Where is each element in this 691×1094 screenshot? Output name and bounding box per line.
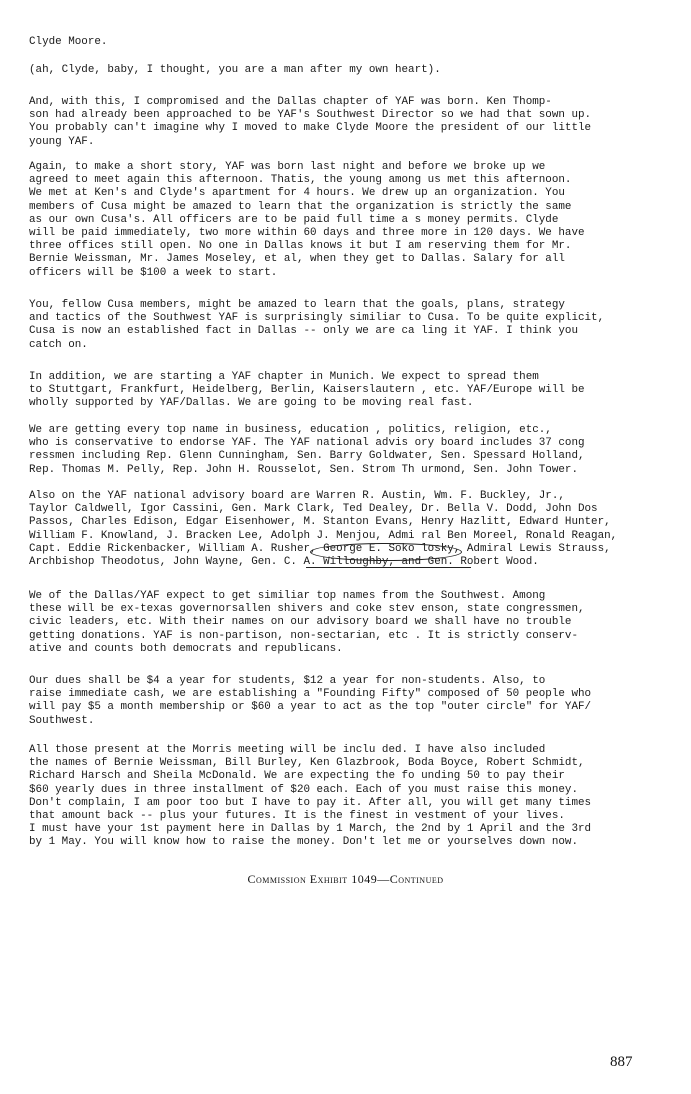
paragraph-8 — [29, 590, 659, 656]
paragraph-5 — [29, 371, 659, 411]
text-line: All those present at the Morris meeting will be inclu ded. I have also included — [29, 744, 546, 756]
text-line: Rep. Thomas M. Pelly, Rep. John H. Rousselot, Sen. Strom Th urmond, Sen. John Tower. — [29, 463, 578, 476]
text-line: these will be ex-texas governorsallen shivers and coke stev enson, state congressmen, — [29, 603, 585, 616]
text-line: wholly supported by YAF/Dallas. We are going to be moving real fast. — [29, 397, 474, 410]
text-line: Clyde Moore. — [29, 36, 108, 48]
text-line: Don't complain, I am poor too but I have to pay it. After all, you will get many times — [29, 796, 592, 809]
text-line: who is conservative to endorse YAF. The YAF national advis ory board includes 37 cong — [29, 437, 585, 450]
text-line: will pay $5 a month membership or $60 a year to act as the top "outer circle" for YAF/ — [29, 701, 592, 714]
paragraph-7 — [29, 490, 659, 569]
text-line: ressmen including Rep. Glenn Cunningham, Sen. Barry Goldwater, Sen. Spessard Holland, — [29, 450, 585, 463]
text-line: Again, to make a short story, YAF was born last night and before we broke up we — [29, 161, 546, 173]
text-line: agreed to meet again this afternoon. Thatis, the young among us met this afternoon. — [29, 174, 572, 187]
text-line: (ah, Clyde, baby, I thought, you are a man after my own heart). — [29, 64, 441, 76]
text-line: Richard Harsch and Sheila McDonald. We are expecting the fo unding 50 to pay their — [29, 770, 565, 783]
exhibit-caption-text: Commission Exhibit 1049—Continued — [247, 872, 444, 886]
text-line: and tactics of the Southwest YAF is surprisingly similiar to Cusa. To be quite explicit, — [29, 312, 605, 325]
paragraph-10 — [29, 744, 659, 850]
text-line: Also on the YAF national advisory board are Warren R. Austin, Wm. F. Buckley, Jr., — [29, 490, 565, 502]
exhibit-caption — [0, 872, 691, 887]
handwritten-strike-line — [306, 567, 471, 568]
text-line: And, with this, I compromised and the Dallas chapter of YAF was born. Ken Thomp- — [29, 96, 552, 108]
text-line: You probably can't imagine why I moved to make Clyde Moore the president of our little — [29, 122, 592, 135]
text-line: officers will be $100 a week to start. — [29, 266, 278, 279]
text-line: Bernie Weissman, Mr. James Moseley, et al, when they get to Dallas. Salary for all — [29, 253, 565, 266]
text-line: We met at Ken's and Clyde's apartment for 4 hours. We drew up an organization. You — [29, 187, 565, 200]
text-line: civic leaders, etc. With their names on our advisory board we shall have no trouble — [29, 616, 572, 629]
text-line: members of Cusa might be amazed to learn that the organization is strictly the same — [29, 200, 572, 213]
text-line: Southwest. — [29, 714, 95, 727]
text-line: the names of Bernie Weissman, Bill Burley, Ken Glazbrook, Boda Boyce, Robert Schmidt, — [29, 757, 585, 770]
text-line: I must have your 1st payment here in Dallas by 1 March, the 2nd by 1 April and the 3rd — [29, 823, 592, 836]
paragraph-9 — [29, 675, 659, 728]
text-line: Our dues shall be $4 a year for students, $12 a year for non-students. Also, to — [29, 675, 546, 687]
paragraph-2 — [29, 96, 659, 149]
text-line: raise immediate cash, we are establishing a "Founding Fifty" composed of 50 people who — [29, 688, 592, 701]
text-line: Capt. Eddie Rickenbacker, William A. Rusher, George E. Soko losky, Admiral Lewis Strauss, — [29, 542, 611, 555]
text-line: $60 yearly dues in three installment of $20 each. Each of you must raise this money. — [29, 783, 578, 796]
text-line: catch on. — [29, 338, 88, 351]
text-line: We are getting every top name in business, education , politics, religion, etc., — [29, 424, 552, 436]
text-line: three offices still open. No one in Dallas knows it but I am reserving them for Mr. — [29, 240, 572, 253]
text-line: getting donations. YAF is non-partison, non-sectarian, etc . It is strictly conserv- — [29, 629, 578, 642]
text-line: son had already been approached to be YAF's Southwest Director so we had that sown up. — [29, 109, 592, 122]
paragraph-6 — [29, 424, 659, 477]
paragraph-4 — [29, 299, 659, 352]
text-line: as our own Cusa's. All officers are to be paid full time a s money permits. Clyde — [29, 213, 559, 226]
text-line: that amount back -- plus your futures. It is the finest in vestment of your lives. — [29, 809, 565, 822]
text-line: In addition, we are starting a YAF chapter in Munich. We expect to spread them — [29, 371, 539, 383]
text-line: young YAF. — [29, 135, 95, 148]
text-line: Taylor Caldwell, Igor Cassini, Gen. Mark Clark, Ted Dealey, Dr. Bella V. Dodd, John Dos — [29, 503, 598, 516]
text-line: Archbishop Theodotus, John Wayne, Gen. C. A. Willoughby, and Gen. Robert Wood. — [29, 555, 539, 568]
text-line: Passos, Charles Edison, Edgar Eisenhower, M. Stanton Evans, Henry Hazlitt, Edward Hunter, — [29, 516, 611, 529]
text-line: We of the Dallas/YAF expect to get similiar top names from the Southwest. Among — [29, 590, 546, 602]
text-line: ative and counts both democrats and republicans. — [29, 642, 343, 655]
paragraph-3 — [29, 161, 659, 280]
text-line: by 1 May. You will know how to raise the money. Don't let me or yourselves down now. — [29, 836, 578, 849]
text-line: William F. Knowland, J. Bracken Lee, Adolph J. Menjou, Admi ral Ben Moreel, Ronald Reagan, — [29, 529, 618, 542]
text-line: will be paid immediately, two more within 60 days and three more in 120 days. We have — [29, 226, 585, 239]
page-number: 887 — [610, 1054, 633, 1070]
paragraph-1 — [29, 64, 659, 77]
text-line: Cusa is now an established fact in Dallas -- only we are ca ling it YAF. I think you — [29, 325, 578, 338]
salutation — [29, 36, 659, 49]
text-line: to Stuttgart, Frankfurt, Heidelberg, Berlin, Kaiserslautern , etc. YAF/Europe will be — [29, 384, 585, 397]
text-line: You, fellow Cusa members, might be amazed to learn that the goals, plans, strategy — [29, 299, 565, 311]
